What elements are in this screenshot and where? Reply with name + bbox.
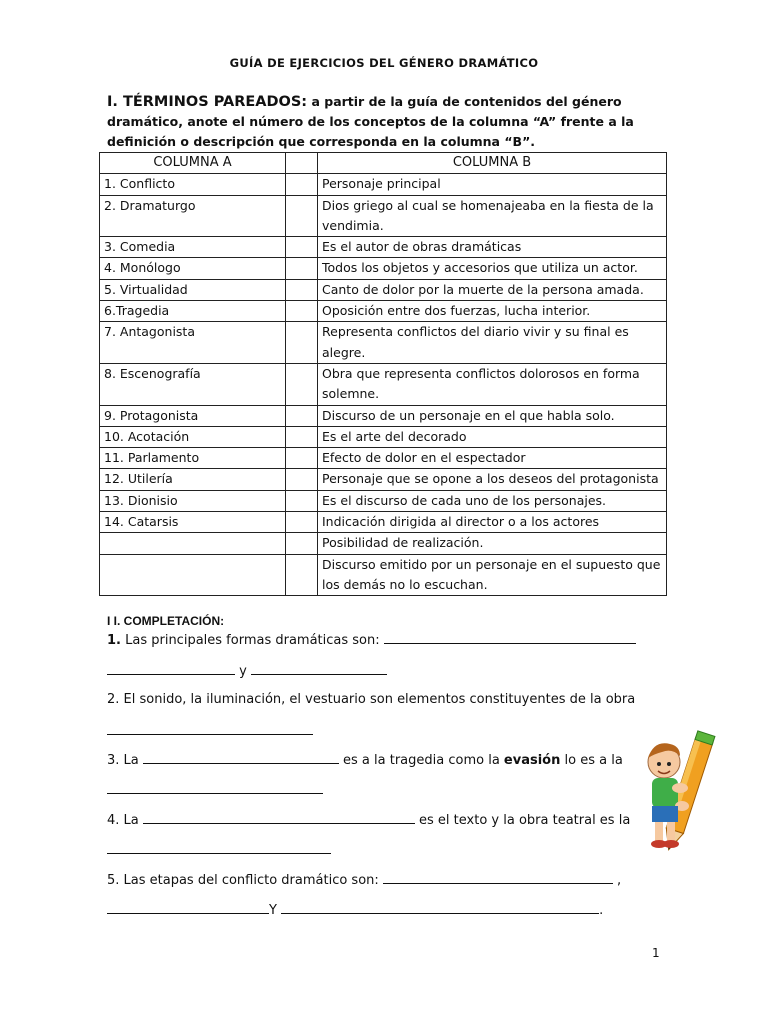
question-1-cont [107, 662, 387, 679]
question-5-cont [107, 901, 603, 918]
column-b-definition: Personaje que se opone a los deseos del protagonista [318, 469, 667, 490]
question-3 [107, 751, 623, 768]
answer-blank[interactable] [107, 901, 269, 914]
question-5 [107, 871, 621, 888]
answer-cell[interactable] [286, 237, 318, 258]
column-a-term [100, 533, 286, 554]
question-4-pre: 4. La [107, 813, 139, 828]
table-row [100, 469, 667, 490]
answer-column-header [286, 153, 318, 174]
answer-blank[interactable] [107, 662, 235, 675]
column-b-definition: Es el arte del decorado [318, 426, 667, 447]
table-row [100, 279, 667, 300]
table-row [100, 448, 667, 469]
answer-blank[interactable] [143, 751, 339, 764]
column-b-definition: Posibilidad de realización. [318, 533, 667, 554]
column-a-term: 6.Tragedia [100, 301, 286, 322]
answer-cell[interactable] [286, 469, 318, 490]
column-b-definition: Discurso de un personaje en el que habla solo. [318, 405, 667, 426]
section1-heading: I. TÉRMINOS PAREADOS: [107, 94, 308, 110]
question-1 [107, 631, 636, 648]
question-2-cont [107, 722, 313, 739]
column-a-term: 13. Dionisio [100, 490, 286, 511]
column-a-term: 5. Virtualidad [100, 279, 286, 300]
question-5-text: 5. Las etapas del conflicto dramático son: [107, 873, 379, 888]
table-row [100, 195, 667, 237]
column-a-term: 8. Escenografía [100, 363, 286, 405]
page-title: GUÍA DE EJERCICIOS DEL GÉNERO DRAMÁTICO [229, 56, 539, 70]
question-5-comma: , [612, 873, 622, 888]
column-a-term: 9. Protagonista [100, 405, 286, 426]
question-2: 2. El sonido, la iluminación, el vestuario son elementos constituyentes de la obra [107, 692, 636, 707]
answer-blank[interactable] [384, 631, 636, 644]
answer-blank[interactable] [107, 781, 323, 794]
answer-blank[interactable] [143, 811, 415, 824]
question-4 [107, 811, 630, 828]
column-b-definition: Oposición entre dos fuerzas, lucha interior. [318, 301, 667, 322]
answer-blank[interactable] [107, 722, 313, 735]
matching-table [99, 152, 667, 596]
column-b-definition: Discurso emitido por un personaje en el supuesto que los demás no lo escuchan. [318, 554, 667, 596]
answer-cell[interactable] [286, 174, 318, 195]
question-3-bold: evasión [503, 753, 561, 768]
answer-cell[interactable] [286, 448, 318, 469]
answer-cell[interactable] [286, 195, 318, 237]
column-b-definition: Es el autor de obras dramáticas [318, 237, 667, 258]
answer-cell[interactable] [286, 301, 318, 322]
table-row [100, 174, 667, 195]
column-b-definition: Personaje principal [318, 174, 667, 195]
column-a-term: 2. Dramaturgo [100, 195, 286, 237]
table-row [100, 426, 667, 447]
column-b-header: COLUMNA B [318, 153, 667, 174]
table-row [100, 237, 667, 258]
answer-cell[interactable] [286, 554, 318, 596]
answer-cell[interactable] [286, 490, 318, 511]
column-a-term: 11. Parlamento [100, 448, 286, 469]
table-row [100, 405, 667, 426]
column-a-term: 4. Monólogo [100, 258, 286, 279]
section1-instructions: a partir de la guía de contenidos del género dramático, anote el número de los conceptos de la columna “A” frente a la definición o descripción que corresponda en la columna “B”. [107, 94, 634, 149]
column-a-term [100, 554, 286, 596]
column-b-definition: Canto de dolor por la muerte de la persona amada. [318, 279, 667, 300]
page-number: 1 [652, 946, 660, 960]
answer-cell[interactable] [286, 322, 318, 364]
question-1-number: 1. [107, 633, 121, 648]
question-1-conjunction: y [239, 664, 247, 679]
column-b-definition: Obra que representa conflictos dolorosos en forma solemne. [318, 363, 667, 405]
section2-heading: I I. COMPLETACIÓN: [107, 614, 225, 628]
answer-cell[interactable] [286, 512, 318, 533]
section1-intro [107, 92, 647, 152]
question-3-mid: es a la tragedia como la [338, 753, 504, 768]
answer-cell[interactable] [286, 533, 318, 554]
table-row [100, 512, 667, 533]
table-row [100, 363, 667, 405]
question-3-cont [107, 781, 323, 798]
answer-cell[interactable] [286, 258, 318, 279]
question-1-text: Las principales formas dramáticas son: [120, 633, 380, 648]
answer-blank[interactable] [383, 871, 613, 884]
question-4-cont [107, 841, 331, 858]
table-row [100, 490, 667, 511]
answer-cell[interactable] [286, 405, 318, 426]
question-3-post: lo es a la [560, 753, 623, 768]
column-a-term: 3. Comedia [100, 237, 286, 258]
answer-cell[interactable] [286, 363, 318, 405]
question-5-conjunction: Y [269, 903, 277, 918]
question-4-post: es el texto y la obra teatral es la [414, 813, 631, 828]
table-row [100, 554, 667, 596]
column-b-definition: Efecto de dolor en el espectador [318, 448, 667, 469]
column-b-definition: Representa conflictos del diario vivir y su final es alegre. [318, 322, 667, 364]
answer-cell[interactable] [286, 426, 318, 447]
table-header-row [100, 153, 667, 174]
column-a-term: 7. Antagonista [100, 322, 286, 364]
table-row [100, 533, 667, 554]
question-5-end: . [599, 903, 604, 918]
table-row [100, 301, 667, 322]
column-a-term: 12. Utilería [100, 469, 286, 490]
answer-cell[interactable] [286, 279, 318, 300]
kid-with-pencil-icon [640, 728, 720, 858]
column-b-definition: Dios griego al cual se homenajeaba en la fiesta de la vendimia. [318, 195, 667, 237]
column-a-term: 14. Catarsis [100, 512, 286, 533]
question-3-pre: 3. La [107, 753, 139, 768]
column-a-term: 10. Acotación [100, 426, 286, 447]
column-b-definition: Es el discurso de cada uno de los personajes. [318, 490, 667, 511]
column-a-term: 1. Conflicto [100, 174, 286, 195]
answer-blank[interactable] [251, 662, 387, 675]
answer-blank[interactable] [107, 841, 331, 854]
column-b-definition: Indicación dirigida al director o a los actores [318, 512, 667, 533]
column-a-header: COLUMNA A [100, 153, 286, 174]
column-b-definition: Todos los objetos y accesorios que utiliza un actor. [318, 258, 667, 279]
table-row [100, 322, 667, 364]
answer-blank[interactable] [281, 901, 599, 914]
table-row [100, 258, 667, 279]
